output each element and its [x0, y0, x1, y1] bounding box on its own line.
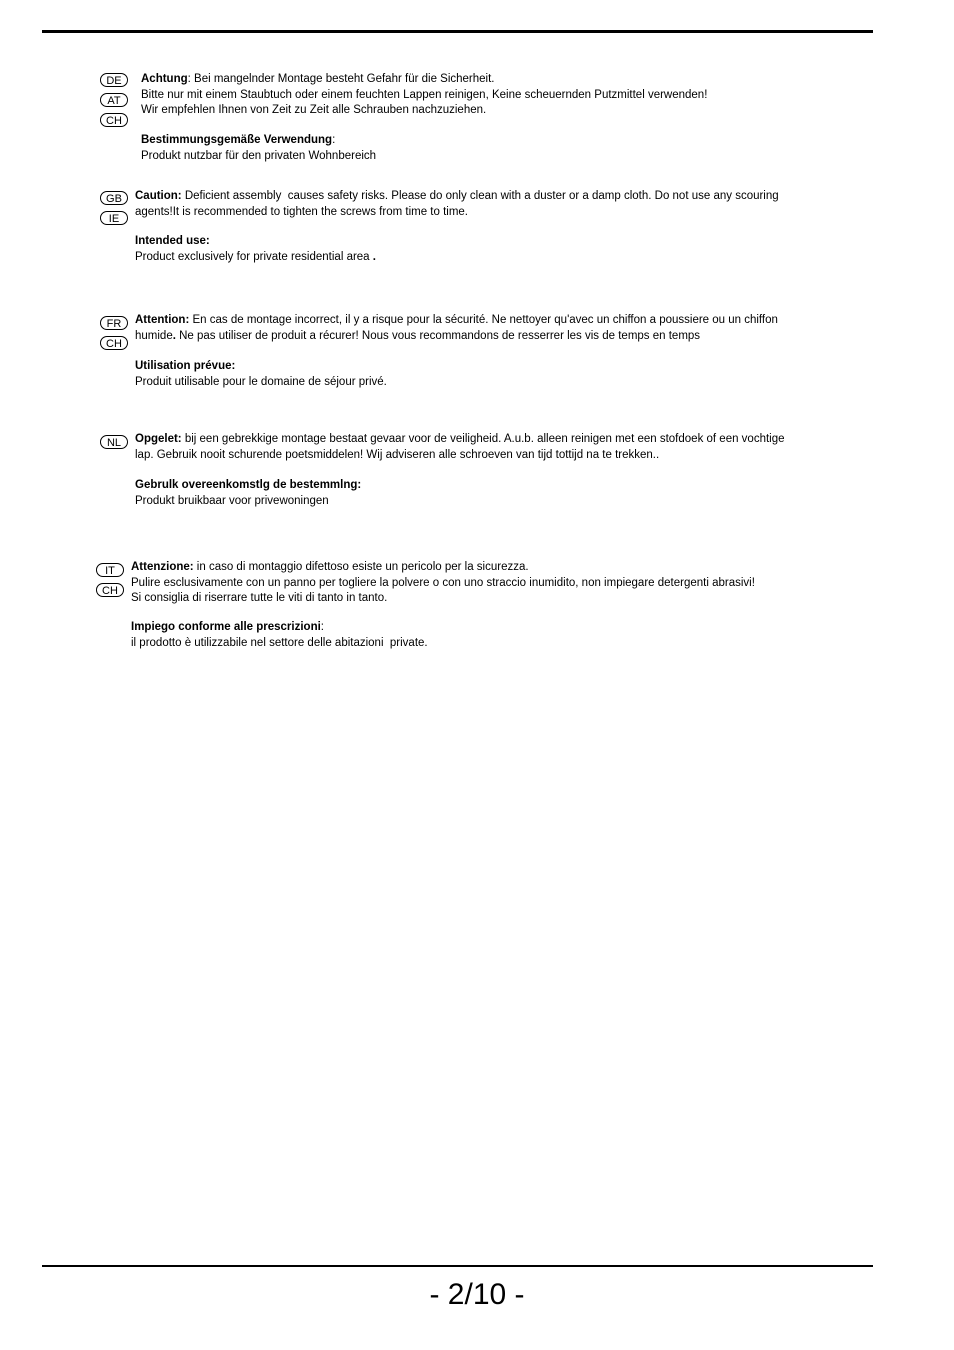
intended-use-label: Impiego conforme alle prescrizioni [131, 621, 321, 633]
intended-use-block [141, 133, 376, 164]
page-number: - 2/10 - [429, 1278, 525, 1311]
intended-use-label: Gebrulk overeenkomstlg de bestemmlng: [135, 479, 362, 491]
intended-use-text: Product exclusively for private residential area [135, 250, 370, 263]
intended-use-text: Produit utilisable pour le domaine de séjour privé. [135, 375, 387, 388]
intended-use-block [131, 620, 428, 651]
country-badge-at: AT [100, 93, 128, 107]
caution-text-period: . [172, 329, 176, 342]
intended-use-separator: : [320, 621, 324, 633]
country-badge-gb: GB [100, 191, 128, 205]
country-badge-ie: IE [100, 211, 128, 225]
caution-separator: : [187, 73, 191, 85]
intended-use-period: . [369, 250, 376, 263]
intended-use-label: Bestimmungsgemäße Verwendung [141, 134, 333, 146]
caution-block [135, 313, 778, 344]
caution-block [141, 72, 707, 119]
intended-use-text: il prodotto è utilizzabile nel settore delle abitazioni private. [131, 636, 428, 649]
caution-label: Achtung [141, 73, 188, 85]
caution-text: bij een gebrekkige montage bestaat gevaar voor de veiligheid. A.u.b. alleen reinigen met een stofdoek of een vochtige [181, 433, 785, 445]
country-badge-nl: NL [100, 435, 128, 449]
intended-use-block [135, 478, 361, 509]
caution-text: Ne pas utiliser de produit a récurer! Nous vous recommandons de resserrer les vis de temps en temps [175, 329, 701, 342]
country-badge-ch: CH [100, 113, 128, 127]
caution-text: lap. Gebruik nooit schurende poetsmiddelen! Wij adviseren alle schroeven van tijd tottijd na te trekken.. [135, 448, 660, 461]
caution-text: humide [135, 329, 173, 342]
country-badge-fr: FR [100, 316, 128, 330]
caution-label: Attention: [135, 314, 190, 326]
caution-text: Bitte nur mit einem Staubtuch oder einem feuchten Lappen reinigen, Keine scheuernden Putzmittel verwenden! [141, 88, 708, 101]
country-badge-ch: CH [100, 336, 128, 350]
bottom-rule [42, 1265, 873, 1267]
top-rule [42, 30, 873, 33]
caution-text: Bei mangelnder Montage besteht Gefahr für die Sicherheit. [190, 73, 495, 85]
caution-text: in caso di montaggio difettoso esiste un pericolo per la sicurezza. [193, 561, 529, 573]
caution-block [131, 560, 755, 607]
intended-use-separator: : [332, 134, 336, 146]
caution-label: Attenzione: [131, 561, 194, 573]
intended-use-text: Produkt bruikbaar voor privewoningen [135, 494, 329, 507]
caution-block [135, 432, 785, 463]
caution-text: Si consiglia di riserrare tutte le viti di tanto in tanto. [131, 592, 388, 604]
country-badge-ch: CH [96, 583, 124, 597]
caution-label: Caution: [135, 190, 182, 202]
caution-text: agents!It is recommended to tighten the screws from time to time. [135, 205, 469, 218]
intended-use-label: Intended use: [135, 235, 210, 247]
caution-text: En cas de montage incorrect, il y a risque pour la sécurité. Ne nettoyer qu'avec un chiffon a poussiere ou un chiffon [189, 314, 778, 326]
country-badge-de: DE [100, 73, 128, 87]
caution-text: Wir empfehlen Ihnen von Zeit zu Zeit alle Schrauben nachzuziehen. [141, 104, 487, 116]
caution-label: Opgelet: [135, 433, 182, 445]
intended-use-block [135, 234, 376, 265]
caution-block [135, 189, 779, 220]
intended-use-label: Utilisation prévue: [135, 360, 236, 372]
intended-use-block [135, 359, 387, 390]
intended-use-text: Produkt nutzbar für den privaten Wohnbereich [141, 149, 377, 162]
caution-text: Pulire esclusivamente con un panno per togliere la polvere o con uno straccio inumidito, non impiegare detergenti abrasivi! [131, 576, 755, 589]
caution-text: Deficient assembly causes safety risks. Please do only clean with a duster or a damp cloth. Do not use any scouring [181, 190, 779, 202]
country-badge-it: IT [96, 563, 124, 577]
